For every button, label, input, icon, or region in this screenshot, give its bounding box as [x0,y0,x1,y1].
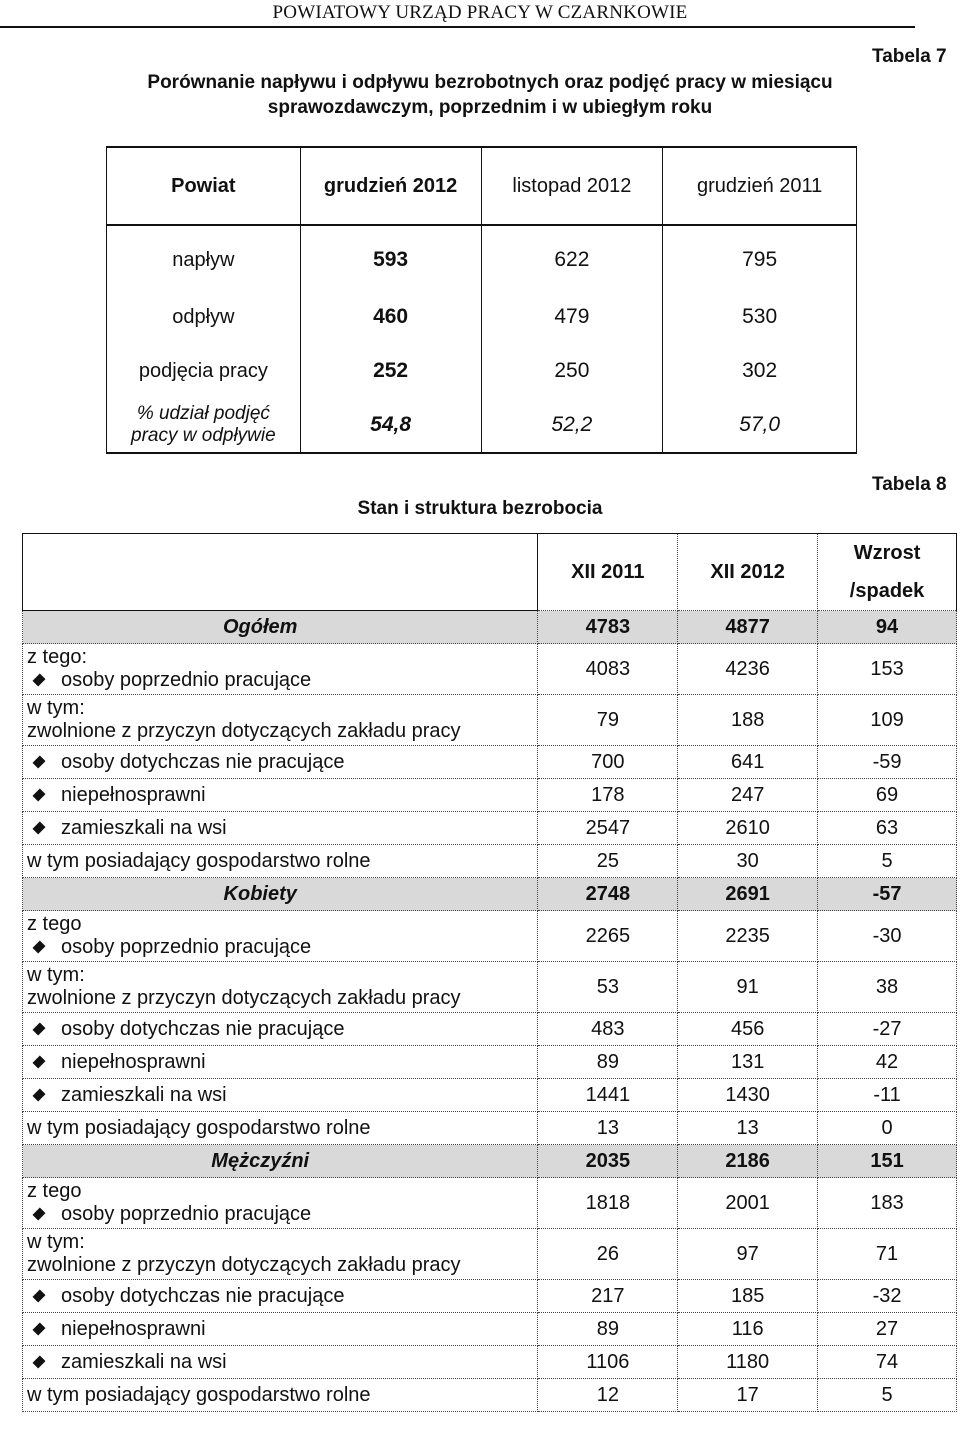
diamond-bullet-icon [32,940,45,953]
row-label-text: w tym posiadający gospodarstwo rolne [27,1383,371,1406]
diamond-bullet-icon [32,1322,45,1335]
row-label [23,962,538,1013]
row-label: odpływ [107,290,301,344]
table8-col-xii-2011: XII 2011 [538,534,678,611]
table7-col-grudzien-2011: grudzień 2011 [663,147,857,225]
row-label [23,746,538,779]
section-row [23,611,957,644]
table-cell: 116 [678,1313,818,1346]
diamond-bullet-icon [32,1289,45,1302]
row-label-line2 [27,720,537,743]
table-cell: 795 [663,225,857,290]
row-label [23,1046,538,1079]
table-cell: -30 [818,911,957,962]
diamond-bullet-icon [32,788,45,801]
table-cell: 54,8 [300,398,481,453]
table-cell: 69 [818,779,957,812]
row-label [23,1229,538,1280]
table-cell: 178 [538,779,678,812]
table-cell: 30 [678,845,818,878]
diamond-bullet-icon [32,1022,45,1035]
table-cell: 2691 [678,878,818,911]
table-cell: 2265 [538,911,678,962]
row-label-text: osoby poprzednio pracujące [61,936,312,958]
row-label [23,1313,538,1346]
table-row [23,1178,957,1229]
row-label [23,1013,538,1046]
row-label [23,1379,538,1412]
row-label [23,1346,538,1379]
row-label [23,1178,538,1229]
row-label-text: osoby poprzednio pracujące [61,669,312,691]
table-row [23,644,957,695]
row-label-text: zamieszkali na wsi [61,816,227,839]
table-cell: 25 [538,845,678,878]
table-cell: 5 [818,845,957,878]
table-row [23,845,957,878]
table-cell: 593 [300,225,481,290]
table-cell: 1818 [538,1178,678,1229]
table-cell: 89 [538,1313,678,1346]
table-cell: -59 [818,746,957,779]
table-cell: -11 [818,1079,957,1112]
row-label-text: zwolnione z przyczyn dotyczących zakładu pracy [27,987,461,1009]
diamond-bullet-icon [32,1207,45,1220]
table-cell: 26 [538,1229,678,1280]
table-row [23,1313,957,1346]
table-row [23,746,957,779]
row-label [23,1280,538,1313]
table-row [23,695,957,746]
table-cell: 1430 [678,1079,818,1112]
table-cell: 2035 [538,1145,678,1178]
section-label: Ogółem [23,611,538,644]
table-cell: 2186 [678,1145,818,1178]
row-label-line2 [27,669,537,692]
table-row [107,398,857,453]
table-cell: 57,0 [663,398,857,453]
table-cell: 456 [678,1013,818,1046]
table-cell: 13 [538,1112,678,1145]
table7-title [60,70,920,120]
table-row [23,1013,957,1046]
table-cell: 217 [538,1280,678,1313]
table-cell: 53 [538,962,678,1013]
table8-col-xii-2012: XII 2012 [678,534,818,611]
row-label-text: osoby dotychczas nie pracujące [61,1017,345,1040]
table8 [22,533,957,1412]
diamond-bullet-icon [32,821,45,834]
table-row [23,1346,957,1379]
row-label-text: zwolnione z przyczyn dotyczących zakładu pracy [27,720,461,742]
table-cell: 38 [818,962,957,1013]
table-cell: 153 [818,644,957,695]
table-cell: 4083 [538,644,678,695]
row-label [23,1079,538,1112]
table-cell: 79 [538,695,678,746]
table-row [23,1079,957,1112]
section-row [23,1145,957,1178]
row-label-line1: z tego [27,913,82,935]
row-label-text: osoby poprzednio pracujące [61,1203,312,1225]
row-label [23,1112,538,1145]
row-label [23,812,538,845]
table-cell: 2001 [678,1178,818,1229]
table-cell: 700 [538,746,678,779]
table-row [23,1046,957,1079]
table7 [106,146,857,454]
row-label-line1: w tym: [27,697,85,719]
table-row [107,290,857,344]
table-cell: 109 [818,695,957,746]
table-cell: 71 [818,1229,957,1280]
table-cell: 42 [818,1046,957,1079]
diamond-bullet-icon [32,1355,45,1368]
table-cell: 483 [538,1013,678,1046]
row-label-line2 [27,936,537,959]
col-wzrost-line2: /spadek [849,580,925,602]
table-cell: 13 [678,1112,818,1145]
row-label [107,398,301,453]
table-cell: 27 [818,1313,957,1346]
row-label-line1: w tym: [27,1231,85,1253]
table-row [23,911,957,962]
table8-col-wzrost-spadek [818,534,957,611]
table-cell: 2235 [678,911,818,962]
table-cell: 622 [481,225,663,290]
table-cell: 131 [678,1046,818,1079]
table7-col-powiat: Powiat [107,147,301,225]
table-row [23,962,957,1013]
table-cell: -27 [818,1013,957,1046]
table-cell: 2748 [538,878,678,911]
table-cell: 250 [481,344,663,398]
table-cell: 63 [818,812,957,845]
row-label: napływ [107,225,301,290]
row-label-line1: z tego: [27,646,88,668]
table-row [23,1280,957,1313]
table-cell: 302 [663,344,857,398]
row-label-text: zwolnione z przyczyn dotyczących zakładu pracy [27,1254,461,1276]
section-label: Kobiety [23,878,538,911]
section-label: Mężczyźni [23,1145,538,1178]
table-cell: 252 [300,344,481,398]
row-label-line2: pracy w odpływie [131,425,276,446]
row-label [23,845,538,878]
table7-col-listopad-2012: listopad 2012 [481,147,663,225]
table-cell: 530 [663,290,857,344]
page-header: POWIATOWY URZĄD PRACY W CZARNKOWIE [272,2,688,23]
row-label-text: zamieszkali na wsi [61,1083,227,1106]
table-cell: 2547 [538,812,678,845]
section-row [23,878,957,911]
table-cell: 151 [818,1145,957,1178]
table-row [23,1112,957,1145]
table-cell: 5 [818,1379,957,1412]
diamond-bullet-icon [32,673,45,686]
row-label-text: w tym posiadający gospodarstwo rolne [27,1116,371,1139]
header-blank-cell [23,534,538,611]
row-label-line1: % udział podjęć [136,403,270,424]
table-cell: 1180 [678,1346,818,1379]
diamond-bullet-icon [32,755,45,768]
table-cell: 94 [818,611,957,644]
table7-title-line2: sprawozdawczym, poprzednim i w ubiegłym roku [267,97,713,118]
table-row [107,344,857,398]
col-wzrost-line1: Wzrost [853,542,921,564]
table-cell: -57 [818,878,957,911]
table-cell: 91 [678,962,818,1013]
table-cell: 188 [678,695,818,746]
table-row [23,812,957,845]
row-label-line1: w tym: [27,964,85,986]
row-label-text: niepełnosprawni [61,783,206,806]
table-cell: 2610 [678,812,818,845]
row-label-text: niepełnosprawni [61,1050,206,1073]
diamond-bullet-icon [32,1055,45,1068]
header-rule [0,26,915,28]
table-cell: 4783 [538,611,678,644]
table-cell: 89 [538,1046,678,1079]
table-cell: 1441 [538,1079,678,1112]
row-label-text: zamieszkali na wsi [61,1350,227,1373]
row-label-text: osoby dotychczas nie pracujące [61,750,345,773]
row-label-text: niepełnosprawni [61,1317,206,1340]
row-label: podjęcia pracy [107,344,301,398]
row-label-line2 [27,1203,537,1226]
table-cell: 4877 [678,611,818,644]
table8-title: Stan i struktura bezrobocia [357,498,603,519]
table-cell: 17 [678,1379,818,1412]
table7-header-row [107,147,857,225]
table8-label: Tabela 8 [872,474,947,495]
row-label [23,911,538,962]
row-label-line2 [27,1254,537,1277]
table-cell: 185 [678,1280,818,1313]
table-cell: 460 [300,290,481,344]
row-label [23,695,538,746]
table-cell: 183 [818,1178,957,1229]
table-cell: 1106 [538,1346,678,1379]
table-cell: 12 [538,1379,678,1412]
row-label-line2 [27,987,537,1010]
table-row [23,1379,957,1412]
table7-label: Tabela 7 [872,46,947,67]
diamond-bullet-icon [32,1088,45,1101]
table-cell: 74 [818,1346,957,1379]
row-label [23,779,538,812]
table-cell: 0 [818,1112,957,1145]
table7-title-line1: Porównanie napływu i odpływu bezrobotnych oraz podjęć pracy w miesiącu [147,72,833,93]
table-row [23,779,957,812]
table-cell: 4236 [678,644,818,695]
table-cell: 97 [678,1229,818,1280]
table-cell: -32 [818,1280,957,1313]
table7-col-grudzien-2012: grudzień 2012 [300,147,481,225]
table-cell: 479 [481,290,663,344]
row-label-line1: z tego [27,1180,82,1202]
table-row [23,1229,957,1280]
row-label-text: w tym posiadający gospodarstwo rolne [27,849,371,872]
table-cell: 641 [678,746,818,779]
table-cell: 247 [678,779,818,812]
row-label [23,644,538,695]
table-cell: 52,2 [481,398,663,453]
table8-header-row [23,534,957,611]
table-row [107,225,857,290]
row-label-text: osoby dotychczas nie pracujące [61,1284,345,1307]
